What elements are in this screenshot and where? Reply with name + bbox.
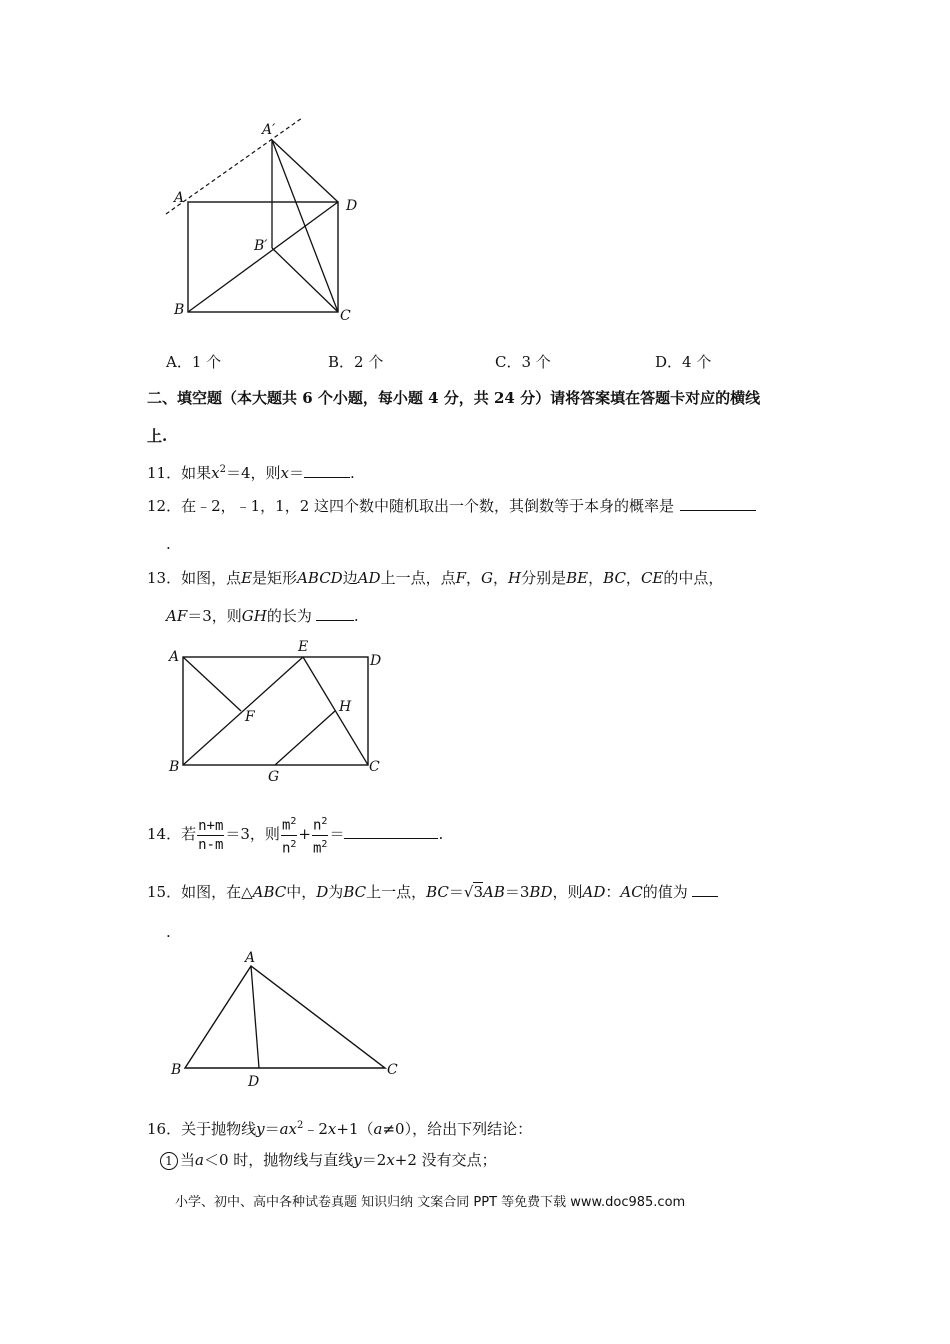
figure-triangle — [165, 950, 405, 1090]
label-a: A — [174, 190, 185, 206]
label-h: H — [339, 699, 352, 715]
label-a-prime: A′ — [262, 122, 276, 138]
figure-rectangle-fold — [160, 110, 380, 330]
question-15: 15．如图，在△ABC中，D为BC上一点，BC＝√3AB＝3BD，则AD：AC的值为 — [147, 882, 718, 902]
label-b-prime: B′ — [254, 238, 268, 254]
label-g: G — [268, 769, 280, 785]
question-14: 14．若 $\frac{n+m}{n-m}$ ＝3，则 $\frac{m^2}{n^2}$ + $\frac{n^2}{m^2}$ ＝ . — [147, 812, 443, 857]
label-b: B — [169, 759, 180, 775]
label-d: D — [370, 653, 382, 669]
label-a: A — [169, 649, 180, 665]
answer-blank-15 — [692, 882, 718, 897]
figure-rectangle-midpoints — [165, 637, 390, 787]
sqrt-icon: √ — [463, 883, 474, 901]
question-13-line2: AF＝3，则GH的长为 . — [166, 607, 359, 625]
answer-blank-14 — [344, 824, 438, 839]
question-11: 11．如果$x^2=4$，则x＝ . — [147, 464, 355, 482]
label-d: D — [346, 198, 358, 214]
option-d: D．4 个 — [655, 353, 712, 371]
circled-number: 1 — [160, 1152, 178, 1170]
fraction-2: $\frac{m^2}{n^2}$ — [281, 813, 297, 857]
page-footer: 小学、初中、高中各种试卷真题 知识归纳 文案合同 PPT 等免费下载 www.doc985.com — [175, 1195, 686, 1210]
answer-blank-11 — [304, 463, 350, 478]
fraction-3: $\frac{n^2}{m^2}$ — [312, 813, 328, 857]
section-heading-cont: 上. — [147, 427, 168, 445]
label-b: B — [174, 302, 185, 318]
answer-blank-12 — [680, 496, 756, 511]
section-heading: 二、填空题（本大题共 6 个小题，每小题 4 分，共 24 分）请将答案填在答题卡对应的横线 — [147, 389, 761, 407]
question-16-item-1: 1 当a＜0 时，抛物线与直线y＝2x+2 没有交点； — [160, 1150, 497, 1170]
label-e: E — [298, 639, 309, 655]
answer-blank-13 — [316, 606, 354, 621]
triangle-abc — [185, 966, 385, 1068]
question-13-line1: 13．如图，点E是矩形ABCD边AD上一点，点F，G，H分别是BE，BC，CE的中点， — [147, 569, 724, 587]
label-d: D — [248, 1074, 260, 1090]
option-c: C．3 个 — [495, 353, 551, 371]
question-12-tail: . — [166, 535, 171, 553]
label-c: C — [387, 1062, 398, 1078]
question-15-tail: . — [166, 923, 171, 941]
label-f: F — [245, 709, 255, 725]
label-b: B — [171, 1062, 182, 1078]
label-c: C — [340, 308, 351, 324]
question-16: 16．关于抛物线$y=ax^2﹣2x+1(a\ne 0)$，给出下列结论： — [147, 1120, 533, 1138]
label-a: A — [245, 950, 256, 966]
option-a: A．1 个 — [166, 353, 222, 371]
label-c: C — [369, 759, 380, 775]
fraction-1: $\frac{n+m}{n-m}$ — [198, 817, 224, 853]
option-b: B．2 个 — [328, 353, 384, 371]
question-12: 12．在﹣2，﹣1，1，2 这四个数中随机取出一个数，其倒数等于本身的概率是 — [147, 496, 756, 516]
